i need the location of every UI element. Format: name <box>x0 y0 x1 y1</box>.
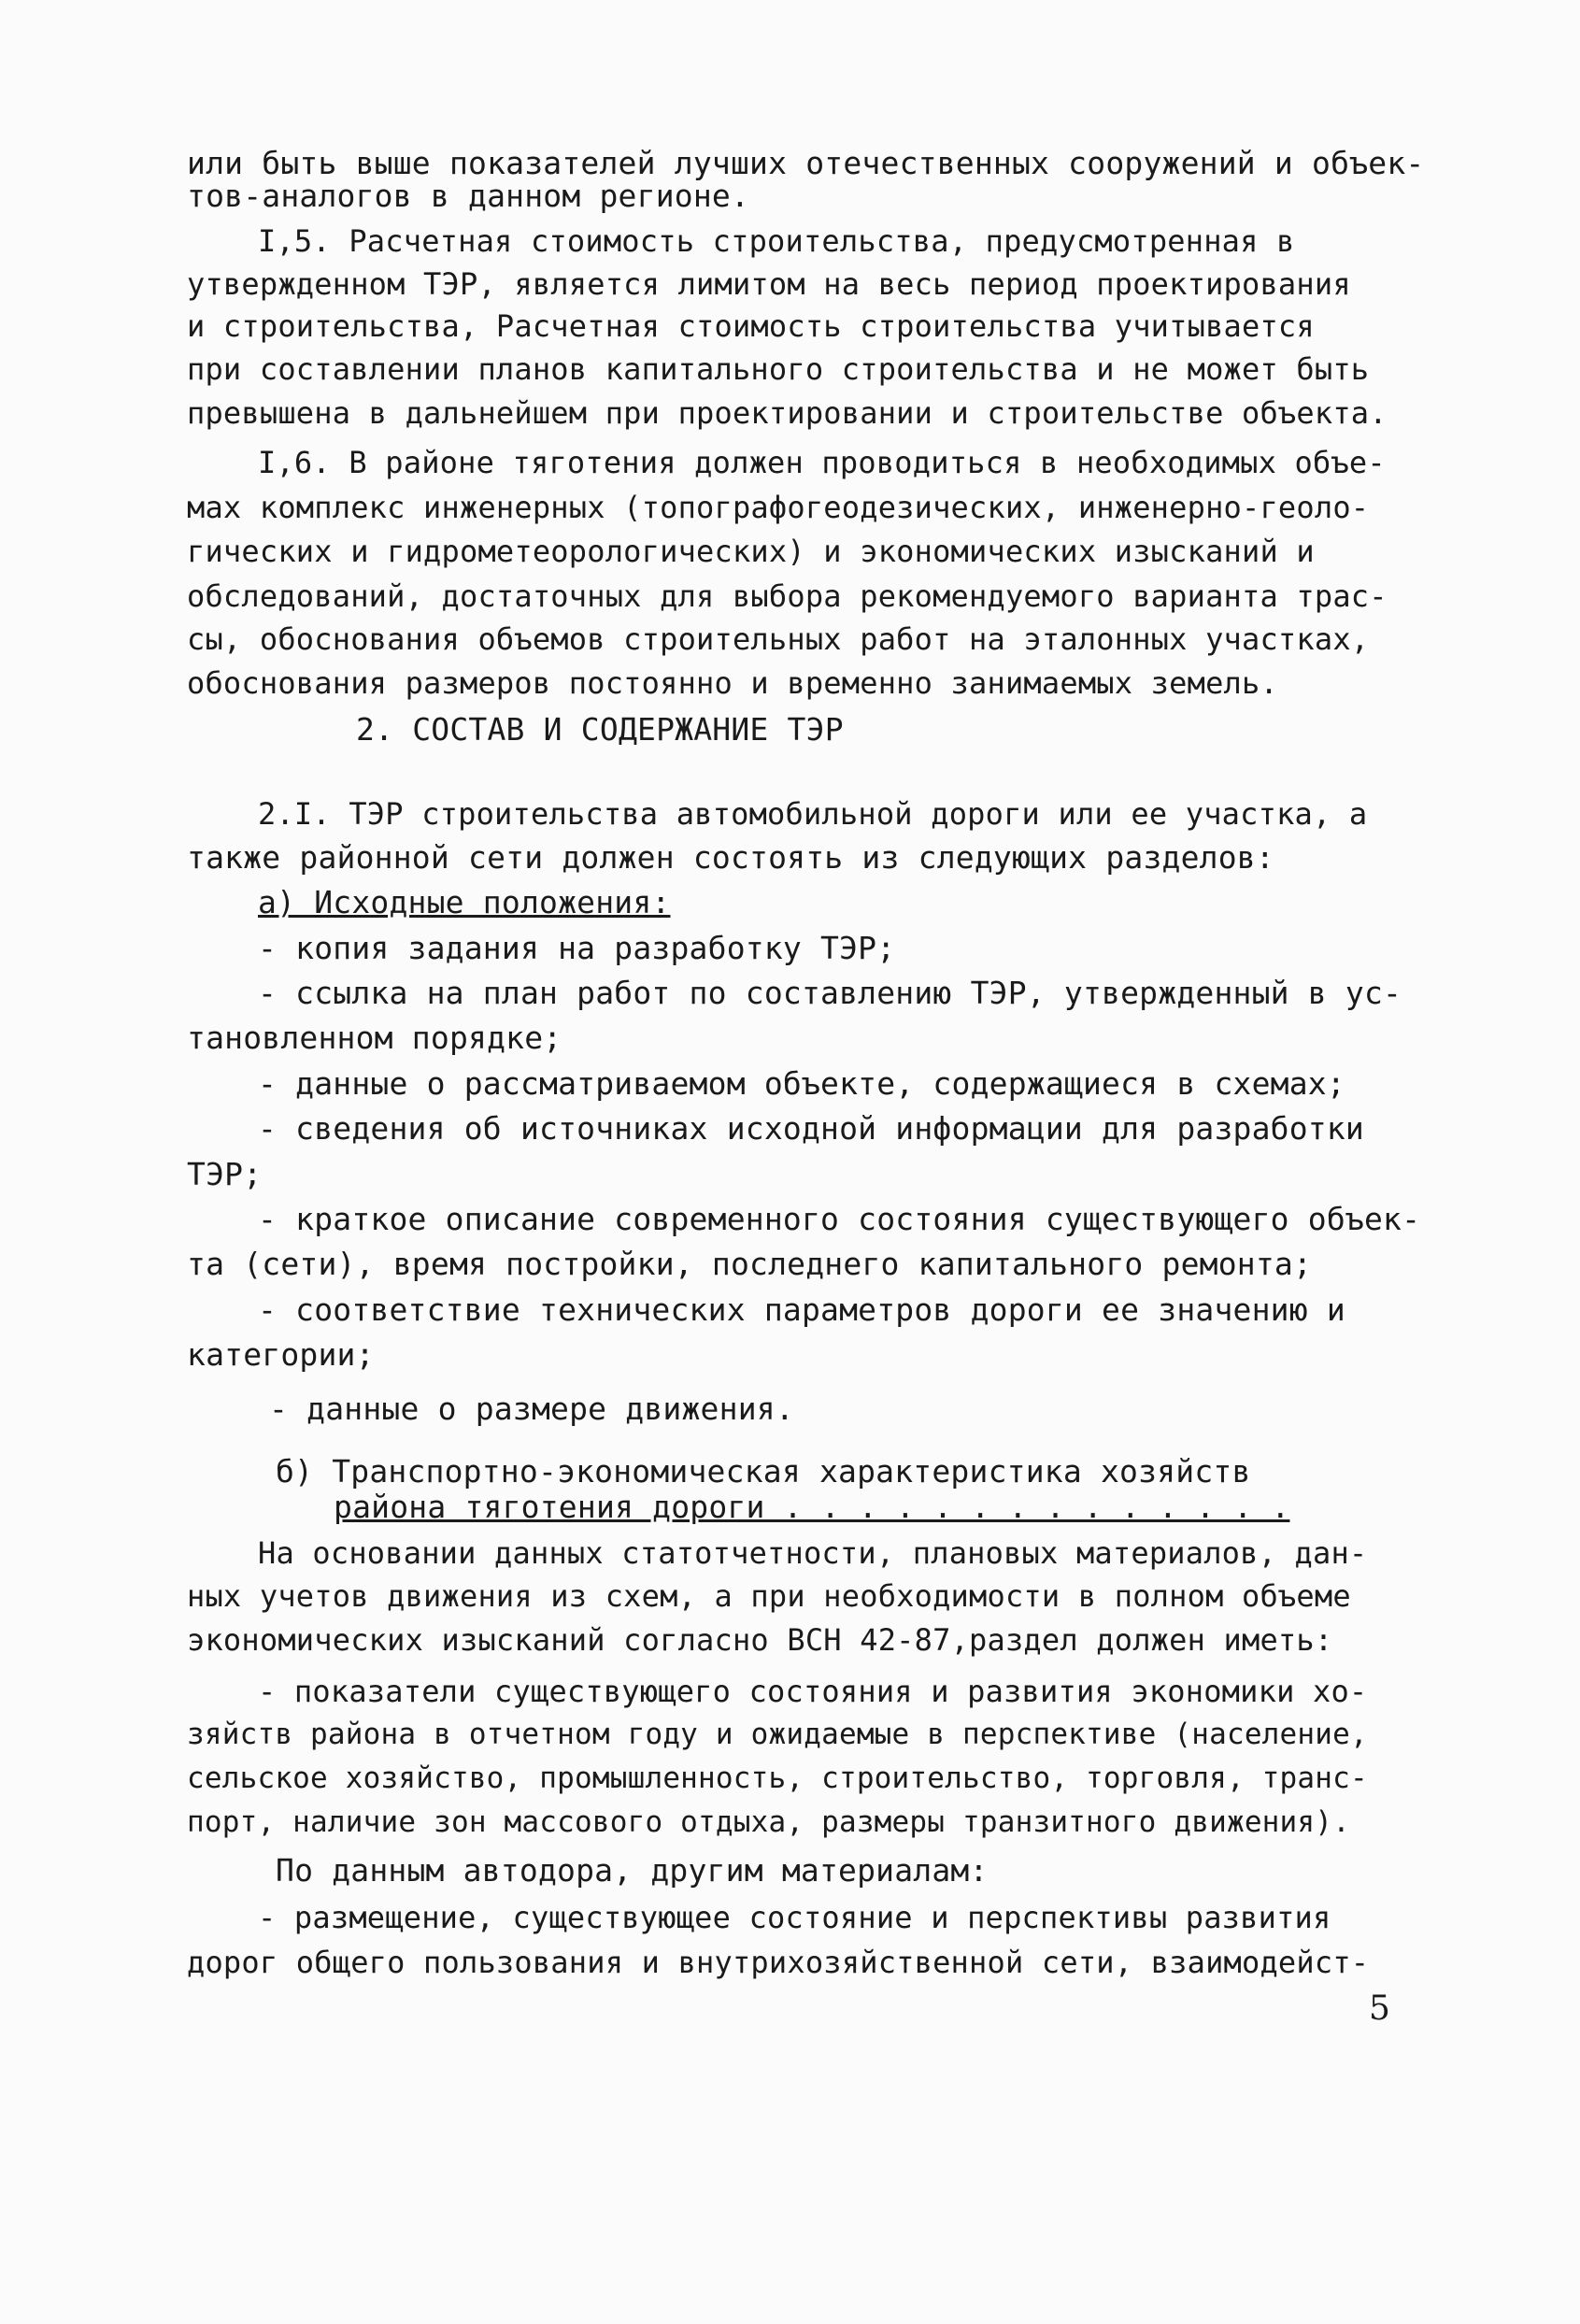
list-item: - показатели существующего состояния и развития экономики хо- <box>258 1674 1368 1709</box>
text-line: дорог общего пользования и внутрихозяйственной сети, взаимодейст- <box>187 1945 1370 1980</box>
page-number: 5 <box>1369 1989 1390 2028</box>
text-line: категории; <box>187 1336 375 1373</box>
text-line: ных учетов движения из схем, а при необходимости в полном объеме <box>187 1578 1351 1614</box>
list-item: - ссылка на план работ по составлению ТЭР, утвержденный в ус- <box>258 975 1402 1011</box>
list-item: - сведения об источниках исходной информации для разработки <box>258 1110 1364 1147</box>
text-line: при составлении планов капитального строительства и не может быть <box>187 351 1370 387</box>
text-line: та (сети), время постройки, последнего капитального ремонта; <box>187 1246 1313 1282</box>
text-line: зяйств района в отчетном году и ожидаемые в перспективе (население, <box>187 1718 1368 1751</box>
text-line: также районной сети должен состоять из следующих разделов: <box>187 839 1274 876</box>
text-line: или быть выше показателей лучших отечественных сооружений и объек- <box>187 145 1425 181</box>
text-line: 2.I. ТЭР строительства автомобильной дороги или ее участка, а <box>258 796 1368 832</box>
text-line: ТЭР; <box>187 1156 263 1192</box>
text-line: I,6. В районе тяготения должен проводиться в необходимых объе- <box>258 445 1386 480</box>
text-line: I,5. Расчетная стоимость строительства, предусмотренная в <box>258 223 1295 259</box>
text-line: мах комплекс инженерных (топографогеодезических, инженерно-геоло- <box>187 490 1370 525</box>
list-item: - данные о размере движения. <box>269 1390 794 1427</box>
text-line: тановленном порядке; <box>187 1019 562 1056</box>
text-line: На основании данных статотчетности, плановых материалов, дан- <box>258 1535 1368 1571</box>
text-line: и строительства, Расчетная стоимость строительства учитывается <box>187 308 1315 344</box>
text-line: порт, наличие зон массового отдыха, размеры транзитного движения). <box>187 1805 1350 1839</box>
text-line: По данным автодора, другим материалам: <box>276 1852 989 1889</box>
section-heading: 2. СОСТАВ И СОДЕРЖАНИЕ ТЭР <box>356 711 844 748</box>
list-item: - размещение, существующее состояние и перспективы развития <box>258 1900 1331 1935</box>
text-line: сельское хозяйство, промышленность, строительство, торговля, транс- <box>187 1761 1368 1795</box>
list-item: - данные о рассматриваемом объекте, содержащиеся в схемах; <box>258 1065 1345 1102</box>
text-line: экономических изысканий согласно ВСН 42-87,раздел должен иметь: <box>187 1622 1333 1658</box>
subsection-heading: а) Исходные положения: <box>258 884 671 920</box>
list-item: - краткое описание современного состояния существующего объек- <box>258 1201 1421 1237</box>
list-item: - соответствие технических параметров дороги ее значению и <box>258 1291 1345 1328</box>
text-line: обоснования размеров постоянно и временно занимаемых земель. <box>187 665 1278 701</box>
text-line: гических и гидрометеорологических) и экономических изысканий и <box>187 534 1315 569</box>
subsection-heading: б) Транспортно-экономическая характеристика хозяйств <box>276 1453 1251 1490</box>
text-line: превышена в дальнейшем при проектировании и строительстве объекта. <box>187 395 1388 431</box>
subsection-heading: района тяготения дороги . . . . . . . . . . . . . . <box>334 1489 1290 1525</box>
text-line: сы, обоснования объемов строительных работ на эталонных участках, <box>187 621 1370 657</box>
list-item: - копия задания на разработку ТЭР; <box>258 930 896 966</box>
text-line: тов-аналогов в данном регионе. <box>187 178 750 214</box>
text-line: утвержденном ТЭР, является лимитом на весь период проектирования <box>187 266 1351 302</box>
text-line: обследований, достаточных для выбора рекомендуемого варианта трас- <box>187 578 1388 614</box>
